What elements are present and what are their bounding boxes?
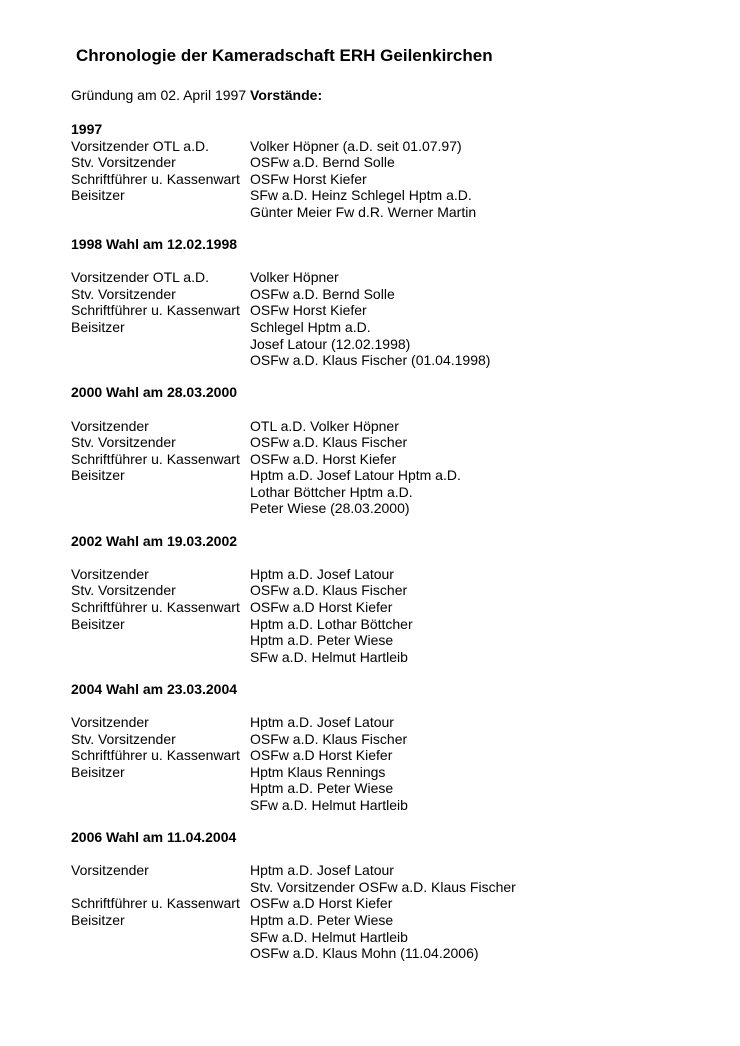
member-name: OSFw a.D. Horst Kiefer	[250, 450, 397, 467]
board-row	[71, 434, 711, 451]
role-label: Vorsitzender	[71, 714, 149, 730]
member-name: Josef Latour (12.02.1998)	[250, 335, 411, 352]
member-list	[250, 451, 711, 468]
role-label: Stv. Vorsitzender	[71, 434, 176, 451]
board-row	[71, 582, 711, 599]
member-name: OSFw a.D. Klaus Fischer (01.04.1998)	[250, 352, 491, 369]
member-list	[250, 862, 711, 895]
board-sections	[71, 121, 711, 962]
board-row	[71, 731, 711, 748]
section-heading: 2004 Wahl am 23.03.2004	[71, 680, 238, 697]
role-label: Stv. Vorsitzender	[71, 582, 176, 599]
member-name: SFw a.D. Helmut Hartleib	[250, 928, 408, 945]
board-row	[71, 566, 711, 583]
member-name: OSFw a.D Horst Kiefer	[250, 598, 393, 615]
member-name: Hptm a.D. Josef Latour	[250, 862, 394, 879]
board-row	[71, 269, 711, 286]
role-label: Stv. Vorsitzender	[71, 285, 176, 302]
role-label: Vorsitzender	[71, 565, 149, 582]
role-label: Stv. Vorsitzender	[71, 154, 176, 171]
member-name: SFw a.D. Helmut Hartleib	[250, 648, 408, 665]
member-name: OSFw a.D. Bernd Solle	[250, 285, 395, 302]
member-name: Hptm a.D. Josef Latour Hptm a.D.	[250, 467, 461, 484]
board-row	[71, 319, 711, 369]
board-section	[71, 681, 711, 814]
board-row	[71, 187, 711, 220]
role-label: Beisitzer	[71, 763, 125, 780]
member-list	[250, 319, 711, 369]
board-section	[71, 533, 711, 666]
board-section	[71, 236, 711, 369]
role-label: Schriftführer u. Kassenwart	[71, 598, 240, 615]
member-name: OSFw a.D Horst Kiefer	[250, 895, 393, 912]
member-list	[250, 418, 711, 435]
member-list	[250, 467, 711, 517]
member-list	[250, 269, 711, 286]
member-list	[250, 616, 711, 666]
member-list	[250, 171, 711, 188]
board-row	[71, 154, 711, 171]
section-heading: 2006 Wahl am 11.04.2004	[71, 829, 237, 846]
member-name: Hptm a.D. Peter Wiese	[250, 912, 394, 929]
board-row	[71, 747, 711, 764]
board-row	[71, 171, 711, 188]
member-name: Hptm Klaus Rennings	[250, 763, 386, 780]
board-row	[71, 895, 711, 912]
member-name: Günter Meier Fw d.R. Werner Martin	[250, 203, 477, 220]
member-name: SFw a.D. Helmut Hartleib	[250, 796, 408, 813]
member-name: OTL a.D. Volker Höpner	[250, 417, 399, 434]
board-row	[71, 764, 711, 814]
role-label: Schriftführer u. Kassenwart	[71, 302, 240, 319]
board-row	[71, 714, 711, 731]
role-label: Beisitzer	[71, 467, 125, 484]
document-page	[71, 44, 711, 977]
section-heading: 2002 Wahl am 19.03.2002	[71, 532, 238, 549]
member-list	[250, 764, 711, 814]
founding-line	[71, 86, 711, 104]
role-label: Beisitzer	[71, 615, 125, 632]
member-list	[250, 599, 711, 616]
board-row	[71, 286, 711, 303]
member-name: Hptm a.D. Josef Latour	[250, 714, 394, 730]
member-list	[250, 895, 711, 912]
member-list	[250, 434, 711, 451]
member-list	[250, 154, 711, 171]
member-list	[250, 582, 711, 599]
board-row	[71, 451, 711, 468]
member-name: Peter Wiese (28.03.2000)	[250, 500, 410, 517]
board-row	[71, 912, 711, 962]
member-name: Hptm a.D. Josef Latour	[250, 565, 394, 582]
document-title: Chronologie der Kameradschaft ERH Geilenkirchen	[76, 46, 493, 65]
role-label: Vorsitzender OTL a.D.	[71, 269, 209, 286]
member-name: OSFw a.D. Klaus Fischer	[250, 434, 408, 451]
section-heading: 2000 Wahl am 28.03.2000	[71, 384, 238, 401]
board-row	[71, 467, 711, 517]
member-name: OSFw a.D. Klaus Fischer	[250, 730, 408, 747]
board-section	[71, 384, 711, 517]
board-row	[71, 418, 711, 435]
board-row	[71, 862, 711, 895]
role-label: Schriftführer u. Kassenwart	[71, 170, 240, 187]
role-label: Vorsitzender	[71, 417, 149, 434]
board-row	[71, 599, 711, 616]
role-label: Stv. Vorsitzender	[71, 730, 176, 747]
member-list	[250, 187, 711, 220]
member-name: OSFw a.D. Klaus Mohn (11.04.2006)	[250, 945, 479, 962]
member-list	[250, 731, 711, 748]
member-name: OSFw a.D Horst Kiefer	[250, 747, 393, 764]
member-name: Hptm a.D. Peter Wiese	[250, 780, 394, 797]
member-name: Lothar Böttcher Hptm a.D.	[250, 483, 413, 500]
member-name: Schlegel Hptm a.D.	[250, 319, 371, 336]
member-name: Volker Höpner (a.D. seit 01.07.97)	[250, 137, 462, 154]
board-section	[71, 121, 711, 221]
member-name: Volker Höpner	[250, 269, 339, 286]
member-name: OSFw Horst Kiefer	[250, 170, 367, 187]
board-row	[71, 302, 711, 319]
role-label: Vorsitzender	[71, 862, 149, 879]
member-list	[250, 302, 711, 319]
member-name: Hptm a.D. Peter Wiese	[250, 632, 394, 649]
member-list	[250, 714, 711, 731]
role-label: Vorsitzender OTL a.D.	[71, 137, 209, 154]
section-heading: 1998 Wahl am 12.02.1998	[71, 236, 238, 253]
board-section	[71, 829, 711, 962]
board-row	[71, 138, 711, 155]
section-heading: 1997	[71, 121, 103, 137]
member-name: OSFw a.D. Klaus Fischer	[250, 582, 408, 599]
board-row	[71, 616, 711, 666]
member-list	[250, 138, 711, 155]
member-name: Hptm a.D. Lothar Böttcher	[250, 615, 413, 632]
member-name: SFw a.D. Heinz Schlegel Hptm a.D.	[250, 187, 472, 204]
founding-text: Gründung am 02. April 1997	[71, 87, 247, 103]
member-list	[250, 912, 711, 962]
member-name: Stv. Vorsitzender OSFw a.D. Klaus Fischer	[250, 878, 516, 895]
role-label: Schriftführer u. Kassenwart	[71, 895, 240, 912]
member-list	[250, 566, 711, 583]
role-label: Schriftführer u. Kassenwart	[71, 747, 240, 764]
role-label: Beisitzer	[71, 187, 125, 204]
member-list	[250, 747, 711, 764]
member-list	[250, 286, 711, 303]
member-name: OSFw Horst Kiefer	[250, 302, 367, 319]
member-name: OSFw a.D. Bernd Solle	[250, 154, 395, 171]
role-label: Beisitzer	[71, 319, 125, 336]
boards-label: Vorstände:	[250, 87, 323, 103]
role-label: Schriftführer u. Kassenwart	[71, 450, 240, 467]
role-label: Beisitzer	[71, 912, 125, 929]
